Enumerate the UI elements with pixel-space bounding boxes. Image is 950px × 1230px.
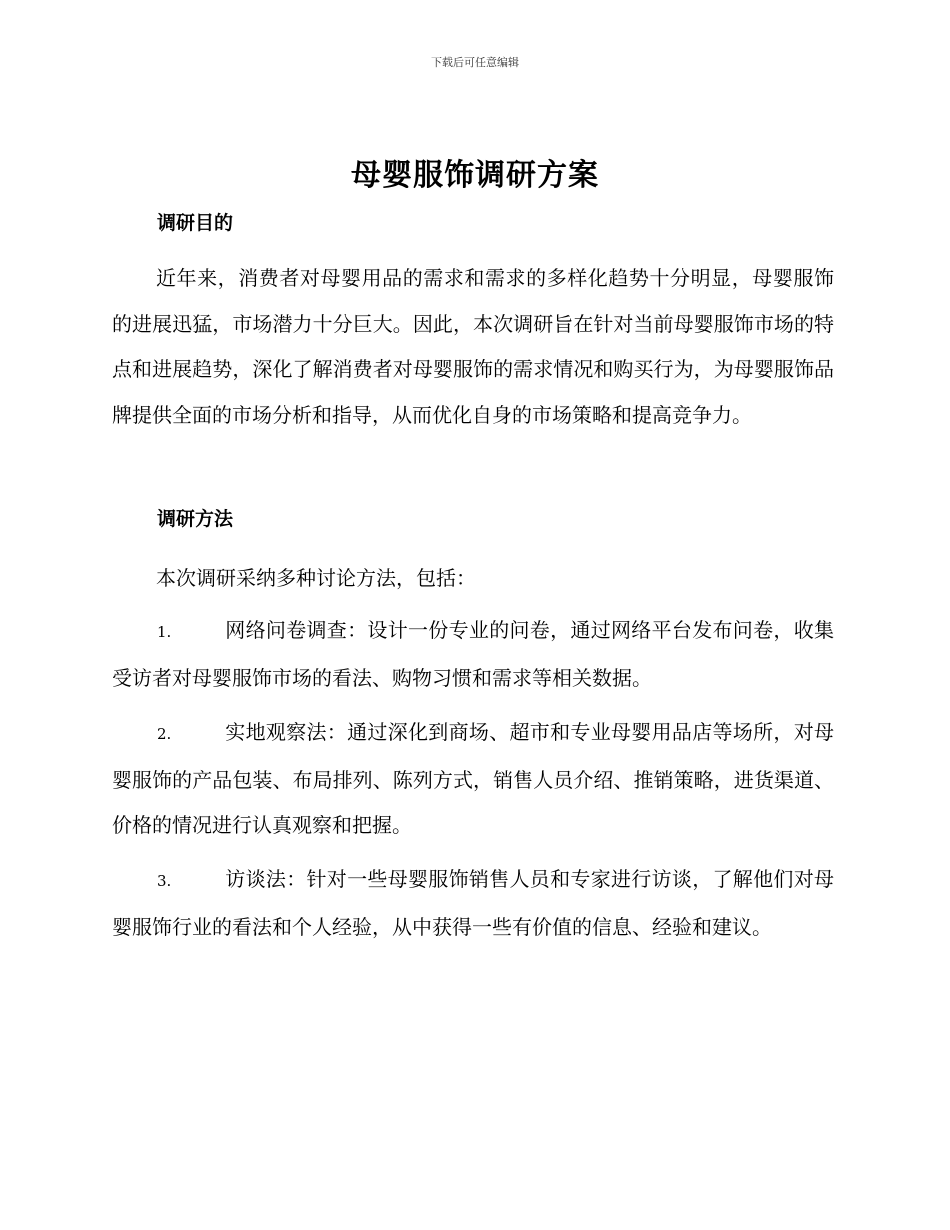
header-note: 下载后可任意编辑 bbox=[431, 56, 519, 69]
method-intro: 本次调研采纳多种讨论方法，包括： bbox=[156, 566, 476, 590]
section-heading-method: 调研方法 bbox=[157, 508, 234, 530]
list-item bbox=[112, 710, 834, 849]
list-item-text: 实地观察法：通过深化到商场、超市和专业母婴用品店等场所，对母婴服饰的产品包装、布局排列、陈列方式，销售人员介绍、推销策略，进货渠道、价格的情况进行认真观察和把握。 bbox=[112, 720, 834, 837]
list-item-number: 1. bbox=[157, 623, 172, 641]
list-item bbox=[112, 857, 834, 950]
section-heading-purpose: 调研目的 bbox=[157, 212, 234, 234]
purpose-paragraph: 近年来，消费者对母婴用品的需求和需求的多样化趋势十分明显，母婴服饰的进展迅猛，市场潜力十分巨大。因此，本次调研旨在针对当前母婴服饰市场的特点和进展趋势，深化了解消费者对母婴服饰的需求情况和购买行为，为母婴服饰品牌提供全面的市场分析和指导，从而优化自身的市场策略和提高竞争力。 bbox=[112, 266, 834, 427]
document-title: 母婴服饰调研方案 bbox=[351, 158, 599, 193]
list-item-number: 2. bbox=[157, 725, 172, 743]
list-item bbox=[112, 608, 834, 701]
list-item-text: 网络问卷调查：设计一份专业的问卷，通过网络平台发布问卷，收集受访者对母婴服饰市场的看法、购物习惯和需求等相关数据。 bbox=[112, 618, 834, 690]
list-item-text: 访谈法：针对一些母婴服饰销售人员和专家进行访谈，了解他们对母婴服饰行业的看法和个人经验，从中获得一些有价值的信息、经验和建议。 bbox=[112, 867, 834, 939]
list-item-number: 3. bbox=[157, 872, 172, 890]
